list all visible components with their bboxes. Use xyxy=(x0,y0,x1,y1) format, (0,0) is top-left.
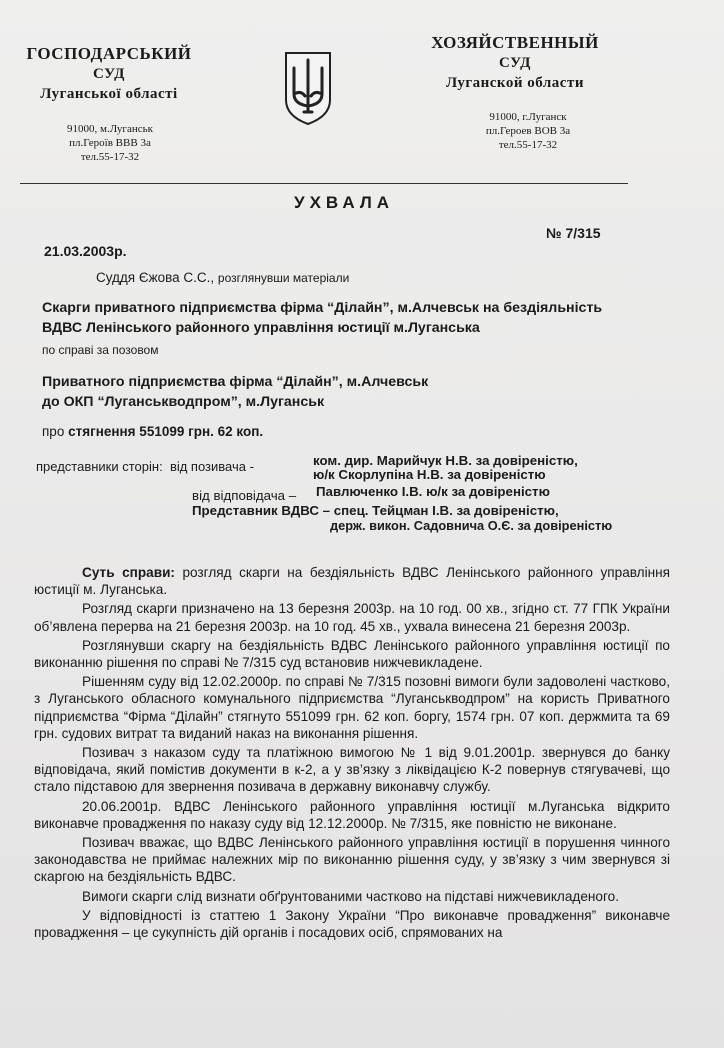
paragraph: Вимоги скарги слід визнати обґрунтованими частково на підставі нижчевикладеного. xyxy=(82,888,619,904)
court-name-line1: ХОЗЯЙСТВЕННЫЙ xyxy=(431,33,599,52)
paragraph: У відповідності із статтею 1 Закону України “Про виконавче провадження” виконавче провадження – це сукупність дій органів і посадових осіб, спрямованих на xyxy=(34,907,670,941)
trident-emblem-icon xyxy=(283,50,333,126)
rep-line4: Представник ВДВС – спец. Тейцман І.В. за довіреністю, xyxy=(192,503,559,518)
reps-label: представники сторін: xyxy=(36,459,163,474)
rep-line1: ком. дир. Марийчук Н.В. за довіреністю, xyxy=(313,453,578,468)
judge-rest: розглянувши матеріали xyxy=(217,271,350,285)
paragraph: Позивач з наказом суду та платіжною вимогою № 1 від 9.01.2001р. звернувся до банку відповідача, який помістив документи в к-2, а у зв’язку з ліквідацією К-2 повернув стягувачеві, що стало підставою для звернення позивача в державну виконавчу службу. xyxy=(34,745,670,795)
claim-prefix: про xyxy=(42,424,65,439)
court-name-line3: Луганської області xyxy=(40,86,178,102)
court-name-line3: Луганской области xyxy=(446,75,584,91)
complaint-line1: Скарги приватного підприємства фірма “Ділайн”, м.Алчевськ на бездіяльність xyxy=(42,300,603,316)
rep-line3: Павлюченко І.В. ю/к за довіреністю xyxy=(316,484,550,499)
case-number: № 7/315 xyxy=(546,225,601,241)
court-address-ukrainian xyxy=(40,122,180,164)
plaintiff-reps-label: від позивача - xyxy=(169,459,254,474)
judge-name: Суддя Єжова С.С., xyxy=(96,270,215,285)
paragraph: Розглянувши скаргу на бездіяльність ВДВС Ленінського районного управління юстиції по виконанню рішення по справі № 7/315 суд встановив нижчевикладене. xyxy=(34,637,670,671)
plaintiff-line: Приватного підприємства фірма “Ділайн”, м.Алчевськ xyxy=(42,374,429,390)
court-address-russian xyxy=(458,110,598,152)
court-name-line2: СУД xyxy=(93,66,125,82)
court-header-russian xyxy=(412,33,618,93)
address-line: пл.Героев ВОВ 3а xyxy=(485,125,571,137)
address-line: тел.55-17-32 xyxy=(498,139,558,151)
address-line: 91000, г.Луганск xyxy=(489,111,567,123)
claim-amount: стягнення 551099 грн. 62 коп. xyxy=(68,424,264,439)
case-label: по справі за позовом xyxy=(42,343,159,357)
paragraph-text: розгляд скарги на бездіяльність ВДВС Ленінського районного управління юстиції м. Луганська. xyxy=(34,565,670,598)
paragraph: Рішенням суду від 12.02.2000р. по справі № 7/315 позовні вимоги були задоволені частково, з Луганського обласного комунального підприємства “Луганськводпром” на користь Приватного підприємства “Фірма “Ділайн” стягнуто 551099 грн. 62 коп. боргу, 1574 грн. 07 коп. держмита та 69 грн. судових витрат та виданий наказ на виконання рішення. xyxy=(34,674,670,741)
court-header-ukrainian xyxy=(14,44,204,104)
essence-label: Суть справи: xyxy=(82,565,175,580)
court-name-line2: СУД xyxy=(499,55,531,71)
address-line: пл.Героїв ВВВ 3а xyxy=(69,137,151,149)
address-line: тел.55-17-32 xyxy=(80,151,140,163)
court-name-line1: ГОСПОДАРСЬКИЙ xyxy=(26,44,192,63)
header-divider xyxy=(20,183,628,184)
claim-line xyxy=(42,424,263,439)
document-title: УХВАЛА xyxy=(294,193,395,212)
complaint-line2: ВДВС Ленінського районного управління юстиції м.Луганська xyxy=(42,320,480,336)
reps-label-line xyxy=(36,459,254,474)
paragraph xyxy=(34,564,670,598)
defendant-line: до ОКП “Луганськводпром”, м.Луганськ xyxy=(42,394,325,410)
judge-line xyxy=(96,270,349,285)
address-line: 91000, м.Луганськ xyxy=(67,123,153,135)
defendant-reps-label: від відповідача – xyxy=(192,488,297,503)
rep-line2: ю/к Скорлупіна Н.В. за довіреністю xyxy=(313,467,546,482)
document-body xyxy=(34,564,670,943)
paragraph: Позивач вважає, що ВДВС Ленінського районного управління юстиції в порушення чинного законодавства не приймає належних мір по виконанню рішення суду, у зв’язку з чим звернувся зі скаргою на бездіяльність ВДВС. xyxy=(34,835,670,885)
paragraph: 20.06.2001р. ВДВС Ленінського районного управління юстиції м.Луганська відкрито виконавче провадження по наказу суду від 12.12.2000р. № 7/315, яке повністю не виконане. xyxy=(34,798,670,831)
rep-line5: держ. викон. Садовнича О.Є. за довіреністю xyxy=(330,518,613,533)
paragraph: Розгляд скарги призначено на 13 березня 2003р. на 10 год. 00 хв., згідно ст. 77 ГПК України об’явлена перерва на 21 березня 2003р. на 10 год. 45 хв., ухвала винесена 21 березня 2003р. xyxy=(34,601,670,634)
document-date: 21.03.2003р. xyxy=(44,243,127,259)
